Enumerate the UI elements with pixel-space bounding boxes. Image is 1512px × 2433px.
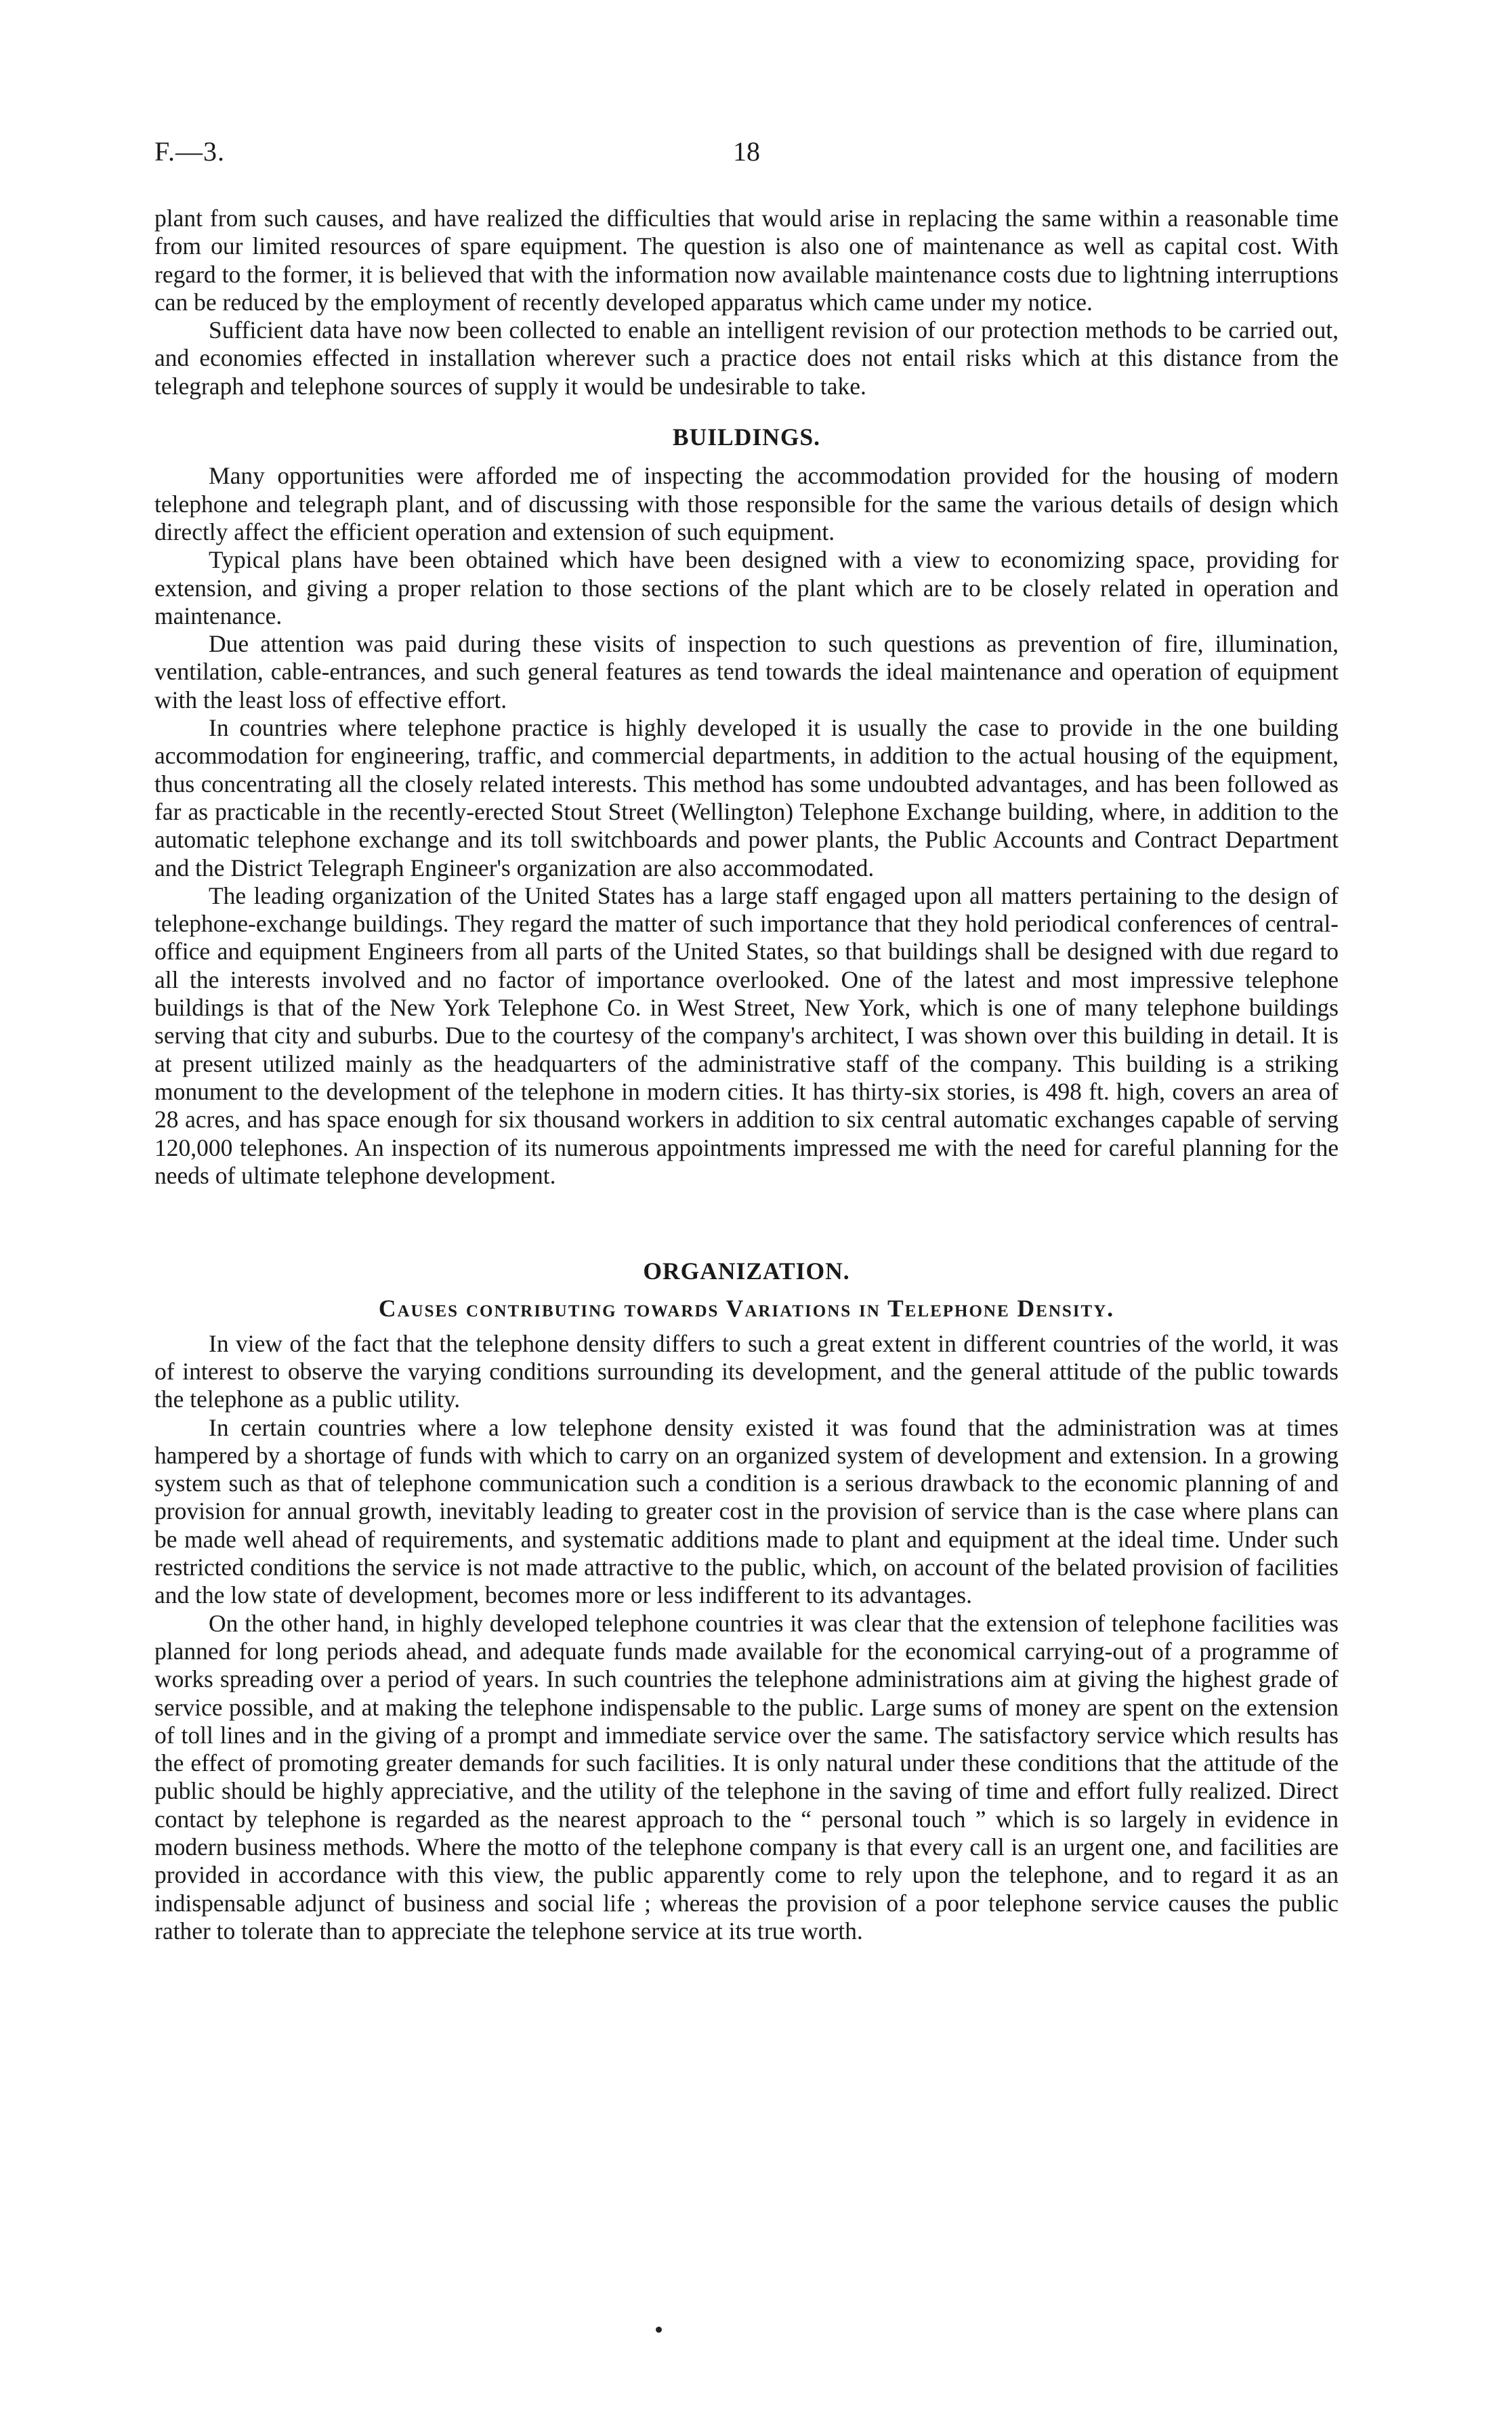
running-header: [154, 136, 1339, 176]
paragraph: In certain countries where a low telephone density existed it was found that the administration was at times hampered by a shortage of funds with which to carry on an organized system of development and extension. In a growing system such as that of telephone communication such a condition is a serious drawback to the economic planning of and provision for annual growth, inevitably leading to greater cost in the provision of service than is the case where plans can be made well ahead of requirements, and systematic additions made to plant and equipment at the ideal time. Under such restricted conditions the service is not made attractive to the public, which, on account of the belated provision of facilities and the low state of development, becomes more or less indifferent to its advantages.: [154, 1413, 1339, 1609]
paragraph: Due attention was paid during these visits of inspection to such questions as prevention of fire, illumination, ventilation, cable-entrances, and such general features as tend towards the ideal maintenance and operation of equipment with the least loss of effective effort.: [154, 630, 1339, 713]
body-text: [154, 205, 1339, 1945]
paragraph: Typical plans have been obtained which have been designed with a view to economizing space, providing for extension, and giving a proper relation to those sections of the plant which are to be closely related in operation and maintenance.: [154, 546, 1339, 629]
paragraph: The leading organization of the United States has a large staff engaged upon all matters pertaining to the design of telephone-exchange buildings. They regard the matter of such importance that they hold periodical conferences of central-office and equipment Engineers from all parts of the United States, so that buildings shall be designed with due regard to all the interests involved and no factor of importance overlooked. One of the latest and most impressive telephone buildings is that of the New York Telephone Co. in West Street, New York, which is one of many telephone buildings serving that city and suburbs. Due to the courtesy of the company's architect, I was shown over this building in detail. It is at present utilized mainly as the headquarters of the administrative staff of the company. This building is a striking monument to the development of the telephone in modern cities. It has thirty-six stories, is 498 ft. high, covers an area of 28 acres, and has space enough for six thousand workers in addition to six central automatic exchanges capable of serving 120,000 telephones. An inspection of its numerous appointments impressed me with the need for careful planning for the needs of ultimate telephone development.: [154, 881, 1339, 1189]
document-reference: F.—3.: [154, 136, 226, 167]
section-heading-organization: ORGANIZATION.: [643, 1257, 850, 1285]
paragraph: In view of the fact that the telephone density differs to such a great extent in different countries of the world, it was of interest to observe the varying conditions surrounding its development, and the general attitude of the public towards the telephone as a public utility.: [154, 1329, 1339, 1413]
subsection-heading: Causes contributing towards Variations in Telephone Density.: [378, 1295, 1115, 1323]
paragraph: On the other hand, in highly developed telephone countries it was clear that the extension of telephone facilities was planned for long periods ahead, and adequate funds made available for the economical carrying-out of a programme of works spreading over a period of years. In such countries the telephone administrations aim at giving the highest grade of service possible, and at making the telephone indispensable to the public. Large sums of money are spent on the extension of toll lines and in the giving of a prompt and immediate service over the same. The satisfactory service which results has the effect of promoting greater demands for such facilities. It is only natural under these conditions that the attitude of the public should be highly appreciative, and the utility of the telephone in the saving of time and effort fully realized. Direct contact by telephone is regarded as the nearest approach to the “ personal touch ” which is so largely in evidence in modern business methods. Where the motto of the telephone company is that every call is an urgent one, and facilities are provided in accordance with this view, the public apparently come to rely upon the telephone, and to regard it as an indispensable adjunct of business and social life ; whereas the provision of a poor telephone service causes the public rather to tolerate than to appreciate the telephone service at its true worth.: [154, 1609, 1339, 1945]
paragraph: Many opportunities were afforded me of inspecting the accommodation provided for the housing of modern telephone and telegraph plant, and of discussing with those responsible for the same the various details of design which directly affect the efficient operation and extension of such equipment.: [154, 462, 1339, 545]
footer-dot: [656, 2327, 662, 2333]
section-heading-buildings: BUILDINGS.: [672, 423, 821, 451]
paragraph-continued: plant from such causes, and have realized the difficulties that would arise in replacing the same within a reasonable time from our limited resources of spare equipment. The question is also one of maintenance as well as capital cost. With regard to the former, it is believed that with the information now available maintenance costs due to lightning interruptions can be reduced by the employment of recently developed apparatus which came under my notice.: [154, 205, 1339, 316]
paragraph: Sufficient data have now been collected to enable an intelligent revision of our protection methods to be carried out, and economies effected in installation wherever such a practice does not entail risks which at this distance from the telegraph and telephone sources of supply it would be undesirable to take.: [154, 316, 1339, 400]
page-number: 18: [733, 136, 760, 167]
paragraph: In countries where telephone practice is highly developed it is usually the case to provide in the one building accommodation for engineering, traffic, and commercial departments, in addition to the actual housing of the equipment, thus concentrating all the closely related interests. This method has some undoubted advantages, and has been followed as far as practicable in the recently-erected Stout Street (Wellington) Telephone Exchange building, where, in addition to the automatic telephone exchange and its toll switchboards and power plants, the Public Accounts and Contract Department and the District Telegraph Engineer's organization are also accommodated.: [154, 714, 1339, 881]
